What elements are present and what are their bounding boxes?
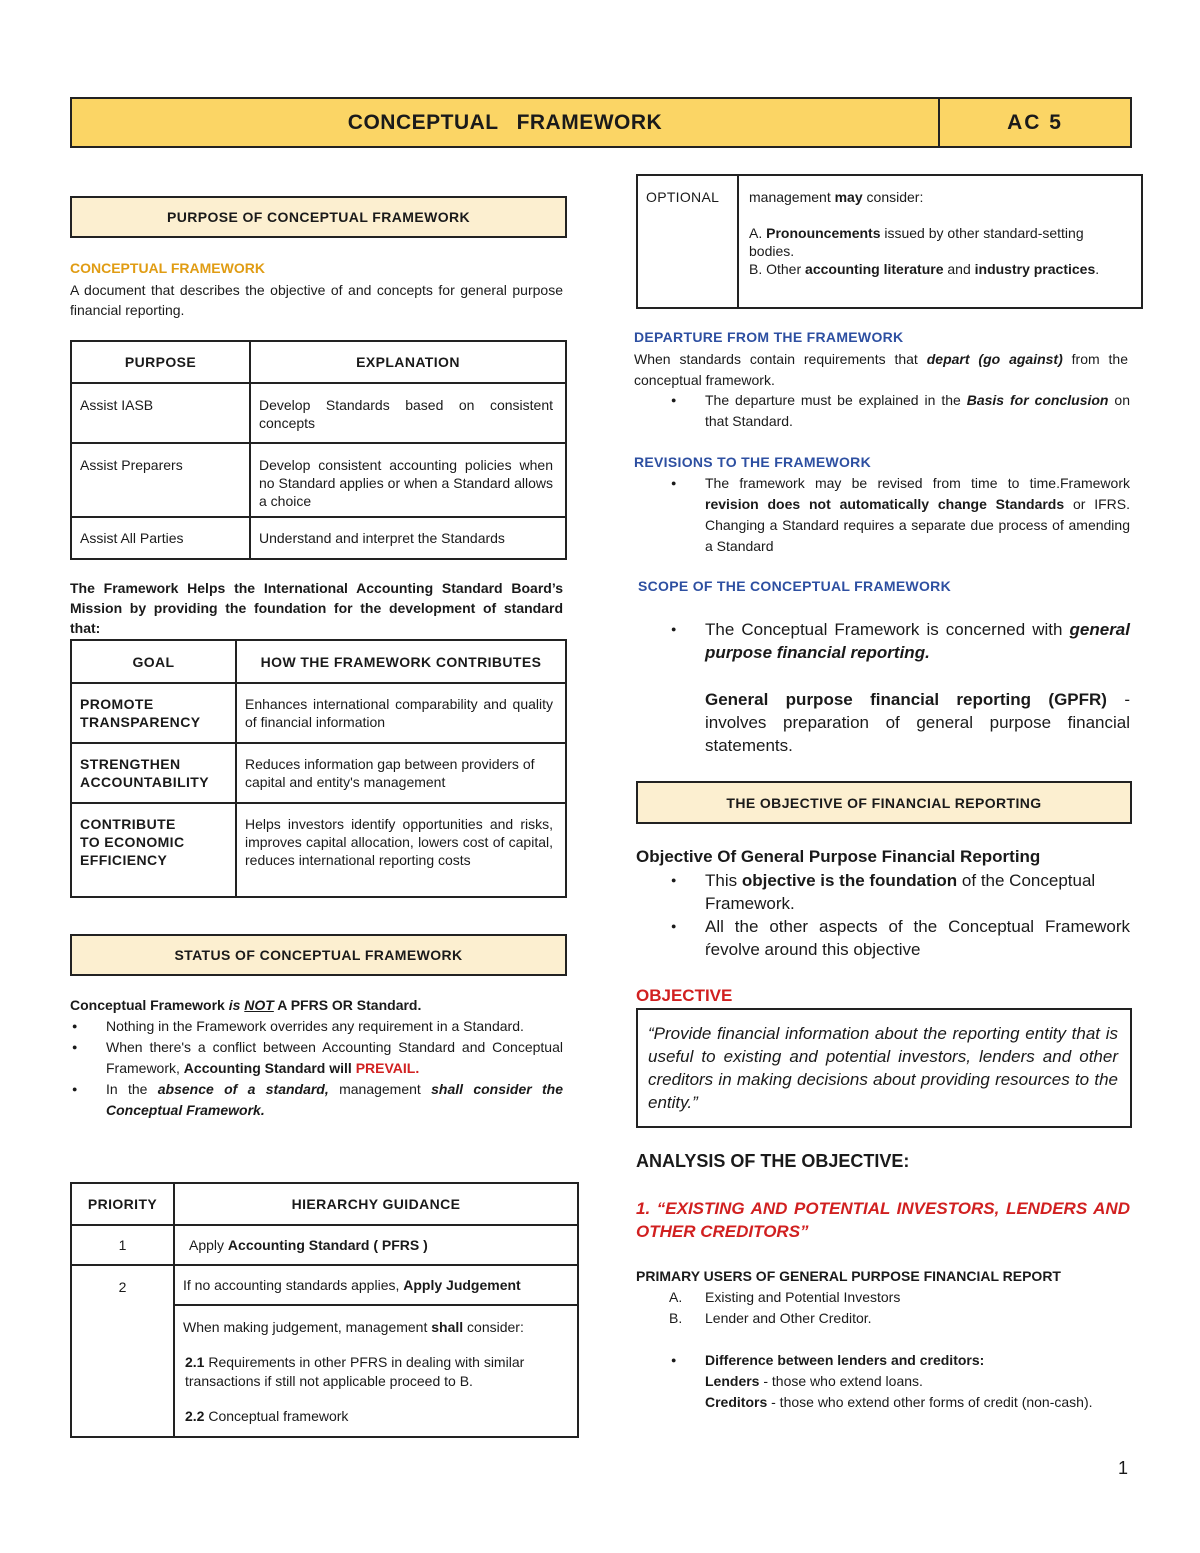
- title-bar: [70, 97, 1132, 148]
- priority-number: 1: [71, 1225, 174, 1265]
- table-row: [71, 683, 566, 743]
- priority-col-header: PRIORITY: [71, 1183, 174, 1225]
- list-item: ● The departure must be explained in the Basis for conclusion on that Standard.: [669, 390, 1130, 432]
- objective-subtitle: Objective Of General Purpose Financial Reporting: [636, 847, 1041, 866]
- gpfr-definition: General purpose financial reporting (GPFR) - involves preparation of general purpose financial statements.: [705, 690, 1130, 755]
- status-bullets: [70, 1016, 563, 1121]
- optional-label: OPTIONAL: [637, 175, 738, 308]
- departure-text: When standards contain requirements that depart (go against) from the conceptual framework.: [634, 351, 1128, 388]
- optional-table: [636, 174, 1143, 309]
- difference-bullets: [669, 1350, 1130, 1413]
- contribution-cell: Enhances international comparability and quality of financial information: [236, 683, 566, 743]
- list-item: ● When there's a conflict between Accounting Standard and Conceptual Framework, Accounting Standard will PREVAIL.: [70, 1037, 563, 1079]
- explanation-col-header: EXPLANATION: [250, 341, 566, 383]
- primary-users-list: [669, 1287, 900, 1329]
- table-row: [71, 1225, 578, 1265]
- analysis-header: ANALYSIS OF THE OBJECTIVE:: [636, 1151, 910, 1171]
- explanation-cell: Understand and interpret the Standards: [250, 517, 566, 559]
- table-row: [71, 443, 566, 517]
- status-section-header: STATUS OF CONCEPTUAL FRAMEWORK: [70, 934, 567, 976]
- goal-col-header: GOAL: [71, 640, 236, 683]
- objective-label: OBJECTIVE: [636, 986, 733, 1005]
- hierarchy-col-header: HIERARCHY GUIDANCE: [174, 1183, 578, 1225]
- purpose-cell: Assist IASB: [71, 383, 250, 443]
- scope-bullets: [669, 618, 1130, 664]
- optional-content: management may consider: A. Pronouncements issued by other standard-setting bodies. B. Other accounting literature and industry practices.: [738, 175, 1142, 308]
- revisions-header: REVISIONS TO THE FRAMEWORK: [634, 454, 871, 470]
- status-lead: Conceptual Framework is NOT A PFRS OR Standard.: [70, 997, 422, 1013]
- explanation-cell: Develop consistent accounting policies when no Standard applies or when a Standard allows a choice: [250, 443, 566, 517]
- analysis-point-1: 1. “EXISTING AND POTENTIAL INVESTORS, LENDERS AND OTHER CREDITORS”: [636, 1199, 1130, 1241]
- conceptual-framework-definition: A document that describes the objective of and concepts for general purpose financial reporting.: [70, 282, 563, 318]
- conceptual-framework-term: CONCEPTUAL FRAMEWORK: [70, 260, 265, 276]
- purpose-cell: Assist All Parties: [71, 517, 250, 559]
- list-item: A. Existing and Potential Investors: [669, 1289, 901, 1305]
- objective-quote: “Provide financial information about the reporting entity that is useful to existing and potential investors, lenders and other creditors in making decisions about providing resources to the entity.”: [648, 1024, 1118, 1112]
- list-item: ● Nothing in the Framework overrides any requirement in a Standard.: [70, 1016, 563, 1037]
- hierarchy-cell: Apply Accounting Standard ( PFRS ): [174, 1225, 578, 1265]
- explanation-cell: Develop Standards based on consistent concepts: [250, 383, 566, 443]
- list-item: ● Difference between lenders and creditors: Lenders - those who extend loans. Creditors - those who extend other forms of credit (non-cash).: [669, 1350, 1130, 1413]
- table-row: [71, 803, 566, 897]
- list-item: ● All the other aspects of the Conceptual Framework ŕevolve around this objective: [669, 915, 1130, 961]
- departure-header: DEPARTURE FROM THE FRAMEWORK: [634, 329, 904, 345]
- page-title: CONCEPTUAL FRAMEWORK: [72, 99, 940, 146]
- goal-table: [70, 639, 567, 898]
- list-item: ● The Conceptual Framework is concerned with general purpose financial reporting.: [669, 618, 1130, 664]
- table-row: [71, 517, 566, 559]
- hierarchy-cell: If no accounting standards applies, Apply Judgement: [174, 1265, 578, 1305]
- hierarchy-cell: When making judgement, management shall consider: 2.1 Requirements in other PFRS in dealing with similar transactions if still not applicable proceed to B. 2.2 Conceptual framework: [174, 1305, 578, 1437]
- list-item: B. Lender and Other Creditor.: [669, 1310, 872, 1326]
- goal-cell: STRENGTHEN ACCOUNTABILITY: [71, 743, 236, 803]
- contribution-cell: Reduces information gap between providers of capital and entity's management: [236, 743, 566, 803]
- table-row: [71, 383, 566, 443]
- table-row: [71, 1265, 578, 1305]
- primary-users-header: PRIMARY USERS OF GENERAL PURPOSE FINANCIAL REPORT: [636, 1268, 1061, 1284]
- objective-bullets: [669, 869, 1130, 961]
- mission-text: The Framework Helps the International Accounting Standard Board’s Mission by providing the foundation for the development of standard that:: [70, 580, 563, 636]
- contribution-col-header: HOW THE FRAMEWORK CONTRIBUTES: [236, 640, 566, 683]
- objective-section-header: THE OBJECTIVE OF FINANCIAL REPORTING: [636, 781, 1132, 824]
- priority-table: [70, 1182, 579, 1438]
- page-number: 1: [1118, 1458, 1129, 1478]
- revisions-bullets: [669, 473, 1130, 557]
- goal-cell: CONTRIBUTE TO ECONOMIC EFFICIENCY: [71, 803, 236, 897]
- departure-bullets: [669, 390, 1130, 432]
- table-row: [71, 743, 566, 803]
- contribution-cell: Helps investors identify opportunities and risks, improves capital allocation, lowers cost of capital, reduces international reporting costs: [236, 803, 566, 897]
- list-item: ● In the absence of a standard, management shall consider the Conceptual Framework.: [70, 1079, 563, 1121]
- purpose-col-header: PURPOSE: [71, 341, 250, 383]
- course-code: AC 5: [1007, 110, 1063, 134]
- list-item: ● This objective is the foundation of the Conceptual Framework.: [669, 869, 1130, 915]
- purpose-cell: Assist Preparers: [71, 443, 250, 517]
- list-item: ● The framework may be revised from time to time.Framework revision does not automatically change Standards or IFRS. Changing a Standard requires a separate due process of amending a Standard: [669, 473, 1130, 557]
- purpose-table: [70, 340, 567, 560]
- purpose-section-header: PURPOSE OF CONCEPTUAL FRAMEWORK: [70, 196, 567, 238]
- objective-quote-box: [636, 1008, 1132, 1128]
- goal-cell: PROMOTE TRANSPARENCY: [71, 683, 236, 743]
- priority-number: 2: [71, 1265, 174, 1437]
- scope-header: SCOPE OF THE CONCEPTUAL FRAMEWORK: [638, 578, 951, 594]
